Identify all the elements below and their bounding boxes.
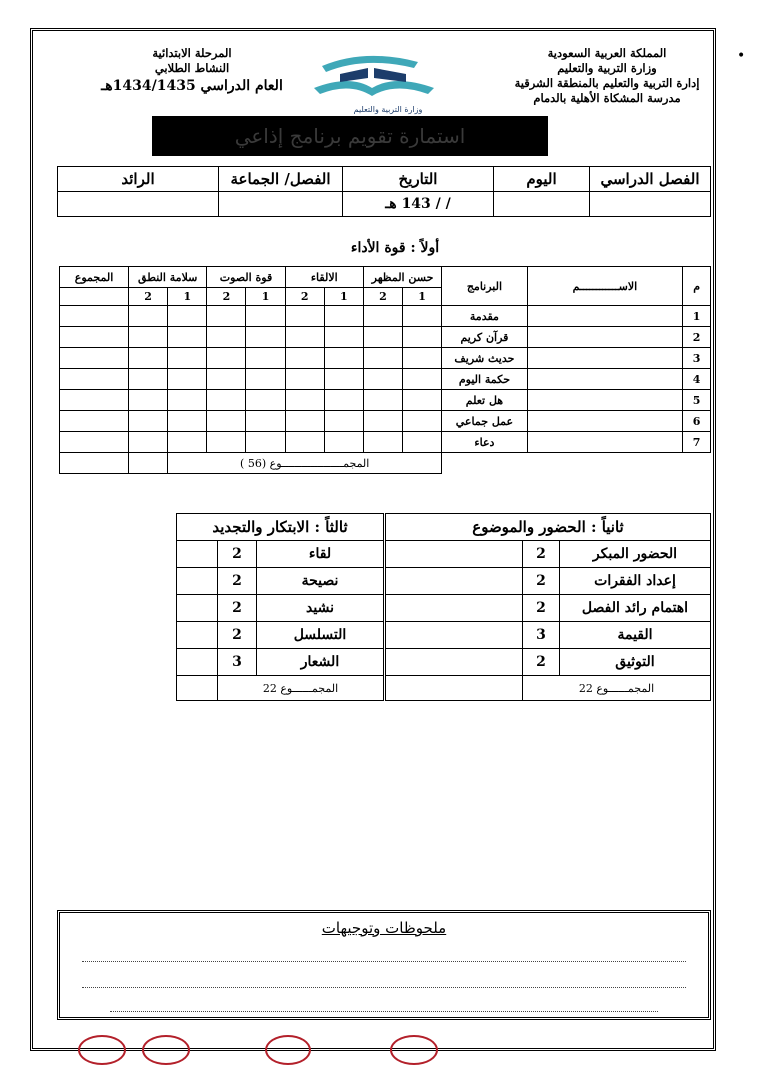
score-cell[interactable] <box>168 390 207 411</box>
header-school: مدرسة المشكاة الأهلية بالدمام <box>533 91 681 105</box>
criteria-pronunciation: سلامة النطق <box>129 267 207 288</box>
criteria-label: الحضور المبكر <box>560 541 711 568</box>
info-header-term: الفصل الدراسي <box>590 167 711 192</box>
max-score: 3 <box>523 622 560 649</box>
score-cell[interactable] <box>403 306 442 327</box>
total-sub-blank <box>60 288 129 306</box>
info-class-field[interactable] <box>219 192 343 217</box>
score-cell[interactable] <box>168 327 207 348</box>
program-cell: حكمة اليوم <box>442 369 527 390</box>
name-cell[interactable] <box>527 348 683 369</box>
score-cell[interactable] <box>363 306 402 327</box>
sub-1: 1 <box>168 288 207 306</box>
table-row <box>177 649 384 676</box>
score-cell[interactable] <box>168 411 207 432</box>
table-row <box>177 622 384 649</box>
program-cell: قرآن كريم <box>442 327 527 348</box>
criteria-label: نشيد <box>257 595 384 622</box>
score-cell[interactable] <box>324 348 363 369</box>
criteria-label: التسلسل <box>257 622 384 649</box>
section1-sum-field[interactable] <box>129 453 168 474</box>
table-row <box>386 541 711 568</box>
score-cell[interactable] <box>168 306 207 327</box>
score-cell[interactable] <box>403 411 442 432</box>
score-cell[interactable] <box>129 390 168 411</box>
table-row <box>60 411 711 432</box>
score-field[interactable] <box>177 649 218 676</box>
info-leader-field[interactable] <box>58 192 219 217</box>
total-cell[interactable] <box>60 369 129 390</box>
ministry-logo <box>310 48 440 118</box>
score-cell[interactable] <box>207 369 246 390</box>
score-cell[interactable] <box>207 390 246 411</box>
criteria-label: إعداد الفقرات <box>560 568 711 595</box>
score-cell[interactable] <box>129 411 168 432</box>
criteria-delivery: الالقاء <box>285 267 363 288</box>
row-number: 7 <box>683 432 711 453</box>
header-directorate: إدارة التربية والتعليم بالمنطقة الشرقية <box>514 76 700 90</box>
score-cell[interactable] <box>285 390 324 411</box>
score-cell[interactable] <box>363 411 402 432</box>
table-row <box>177 541 384 568</box>
score-field[interactable] <box>386 595 523 622</box>
innovation-table <box>176 513 384 701</box>
score-cell[interactable] <box>246 390 285 411</box>
name-cell[interactable] <box>527 390 683 411</box>
score-cell[interactable] <box>363 369 402 390</box>
criteria-appearance: حسن المظهر <box>363 267 441 288</box>
header-stage: المرحلة الابتدائية <box>152 46 232 60</box>
total-cell[interactable] <box>60 390 129 411</box>
name-cell[interactable] <box>527 327 683 348</box>
header-right <box>497 46 717 106</box>
table-row <box>386 595 711 622</box>
score-field[interactable] <box>386 649 523 676</box>
score-cell[interactable] <box>246 306 285 327</box>
info-term-field[interactable] <box>590 192 711 217</box>
notes-title: ملحوظات وتوجيهات <box>321 919 447 937</box>
row-number: 2 <box>683 327 711 348</box>
score-cell[interactable] <box>285 327 324 348</box>
section2-title: ثانياً : الحضور والموضوع <box>386 514 711 541</box>
max-score: 2 <box>218 568 257 595</box>
score-field[interactable] <box>177 595 218 622</box>
row-number: 3 <box>683 348 711 369</box>
table-row <box>386 649 711 676</box>
total-cell[interactable] <box>60 306 129 327</box>
notes-box <box>57 910 711 1020</box>
score-cell[interactable] <box>403 432 442 453</box>
score-cell[interactable] <box>324 390 363 411</box>
svg-text:وزارة التربية والتعليم: وزارة التربية والتعليم <box>353 105 423 114</box>
score-cell[interactable] <box>324 369 363 390</box>
name-cell[interactable] <box>527 432 683 453</box>
score-cell[interactable] <box>324 432 363 453</box>
score-cell[interactable] <box>207 306 246 327</box>
score-field[interactable] <box>386 568 523 595</box>
criteria-label: نصيحة <box>257 568 384 595</box>
section1-total-field[interactable] <box>60 453 129 474</box>
score-cell[interactable] <box>246 411 285 432</box>
binder-hole-mark <box>78 1035 126 1065</box>
score-field[interactable] <box>177 622 218 649</box>
section3-sum-label: المجمــــــوع 22 <box>218 676 384 701</box>
score-cell[interactable] <box>129 369 168 390</box>
score-cell[interactable] <box>129 327 168 348</box>
notes-line[interactable] <box>82 961 686 962</box>
table-row <box>60 327 711 348</box>
header-activity: النشاط الطلابي <box>154 61 230 75</box>
name-cell[interactable] <box>527 369 683 390</box>
score-cell[interactable] <box>403 348 442 369</box>
notes-line[interactable] <box>110 1011 658 1012</box>
info-date-field[interactable]: / / 143 هـ <box>343 192 494 217</box>
max-score: 2 <box>218 541 257 568</box>
table-row <box>386 568 711 595</box>
col-number-header: م <box>683 267 711 306</box>
score-field[interactable] <box>177 541 218 568</box>
score-cell[interactable] <box>324 327 363 348</box>
sub-2: 2 <box>285 288 324 306</box>
performance-table <box>59 266 711 474</box>
name-cell[interactable] <box>527 306 683 327</box>
col-program-header: البرنامج <box>442 267 527 306</box>
max-score: 2 <box>218 622 257 649</box>
info-day-field[interactable] <box>494 192 590 217</box>
section2-sum-label: المجمــــــوع 22 <box>523 676 711 701</box>
row-number: 4 <box>683 369 711 390</box>
score-cell[interactable] <box>403 369 442 390</box>
score-cell[interactable] <box>285 411 324 432</box>
section3-sum-field[interactable] <box>177 676 218 701</box>
name-cell[interactable] <box>527 411 683 432</box>
program-cell: مقدمة <box>442 306 527 327</box>
max-score: 2 <box>523 649 560 676</box>
score-field[interactable] <box>386 622 523 649</box>
col-name-header: الاســــــــــــم <box>527 267 683 306</box>
score-cell[interactable] <box>363 432 402 453</box>
row-number: 1 <box>683 306 711 327</box>
info-header-day: اليوم <box>494 167 590 192</box>
score-cell[interactable] <box>129 432 168 453</box>
table-row <box>386 622 711 649</box>
score-cell[interactable] <box>207 411 246 432</box>
total-cell[interactable] <box>60 348 129 369</box>
score-cell[interactable] <box>246 369 285 390</box>
score-cell[interactable] <box>285 348 324 369</box>
score-cell[interactable] <box>403 390 442 411</box>
header-year: العام الدراسي 1434/1435هـ <box>101 78 283 94</box>
score-field[interactable] <box>177 568 218 595</box>
sub-2: 2 <box>207 288 246 306</box>
header-left <box>92 46 292 96</box>
max-score: 2 <box>523 541 560 568</box>
section1-title: أولاً : قوة الأداء <box>350 240 440 256</box>
score-cell[interactable] <box>168 348 207 369</box>
section1-sum-label: المجمـــــــــــــــــــوع (56 ) <box>168 453 442 474</box>
sub-2: 2 <box>363 288 402 306</box>
form-title: استمارة تقويم برنامج إذاعي <box>152 116 548 156</box>
binder-hole-mark <box>390 1035 438 1065</box>
program-cell: هل تعلم <box>442 390 527 411</box>
table-row <box>177 595 384 622</box>
info-header-date: التاريخ <box>343 167 494 192</box>
score-cell[interactable] <box>285 369 324 390</box>
score-cell[interactable] <box>285 306 324 327</box>
max-score: 2 <box>523 568 560 595</box>
score-cell[interactable] <box>324 411 363 432</box>
table-row <box>60 348 711 369</box>
section3-title: ثالثاً : الابتكار والتجديد <box>177 514 384 541</box>
score-cell[interactable] <box>246 348 285 369</box>
score-cell[interactable] <box>168 369 207 390</box>
score-cell[interactable] <box>207 348 246 369</box>
score-cell[interactable] <box>207 432 246 453</box>
sub-2: 2 <box>129 288 168 306</box>
total-cell[interactable] <box>60 327 129 348</box>
max-score: 2 <box>523 595 560 622</box>
max-score: 3 <box>218 649 257 676</box>
score-cell[interactable] <box>363 327 402 348</box>
score-cell[interactable] <box>129 306 168 327</box>
score-cell[interactable] <box>168 432 207 453</box>
attendance-table <box>385 513 711 701</box>
info-header-class: الفصل/ الجماعة <box>219 167 343 192</box>
criteria-voice: قوة الصوت <box>207 267 285 288</box>
header-ministry: وزارة التربية والتعليم <box>557 61 657 75</box>
program-cell: حديث شريف <box>442 348 527 369</box>
score-cell[interactable] <box>363 390 402 411</box>
score-cell[interactable] <box>129 348 168 369</box>
info-header-leader: الرائد <box>58 167 219 192</box>
binder-hole-mark <box>265 1035 311 1065</box>
score-cell[interactable] <box>285 432 324 453</box>
program-cell: عمل جماعي <box>442 411 527 432</box>
table-row <box>60 432 711 453</box>
table-row <box>60 390 711 411</box>
table-row <box>177 568 384 595</box>
criteria-label: لقاء <box>257 541 384 568</box>
program-cell: دعاء <box>442 432 527 453</box>
row-number: 5 <box>683 390 711 411</box>
info-table <box>57 166 711 217</box>
col-total-header: المجموع <box>60 267 129 288</box>
header-kingdom: المملكة العربية السعودية <box>547 46 667 60</box>
score-cell[interactable] <box>403 327 442 348</box>
notes-line[interactable] <box>82 987 686 988</box>
criteria-label: التوثيق <box>560 649 711 676</box>
row-number: 6 <box>683 411 711 432</box>
criteria-label: القيمة <box>560 622 711 649</box>
bullet-mark: • <box>737 48 746 64</box>
sub-1: 1 <box>246 288 285 306</box>
sub-1: 1 <box>403 288 442 306</box>
score-field[interactable] <box>386 541 523 568</box>
table-row <box>60 369 711 390</box>
criteria-label: اهتمام رائد الفصل <box>560 595 711 622</box>
total-cell[interactable] <box>60 432 129 453</box>
sub-1: 1 <box>324 288 363 306</box>
score-cell[interactable] <box>246 327 285 348</box>
score-cell[interactable] <box>246 432 285 453</box>
score-cell[interactable] <box>207 327 246 348</box>
max-score: 2 <box>218 595 257 622</box>
total-cell[interactable] <box>60 411 129 432</box>
criteria-label: الشعار <box>257 649 384 676</box>
score-cell[interactable] <box>363 348 402 369</box>
score-cell[interactable] <box>324 306 363 327</box>
binder-hole-mark <box>142 1035 190 1065</box>
section2-sum-field[interactable] <box>386 676 523 701</box>
table-row <box>60 306 711 327</box>
